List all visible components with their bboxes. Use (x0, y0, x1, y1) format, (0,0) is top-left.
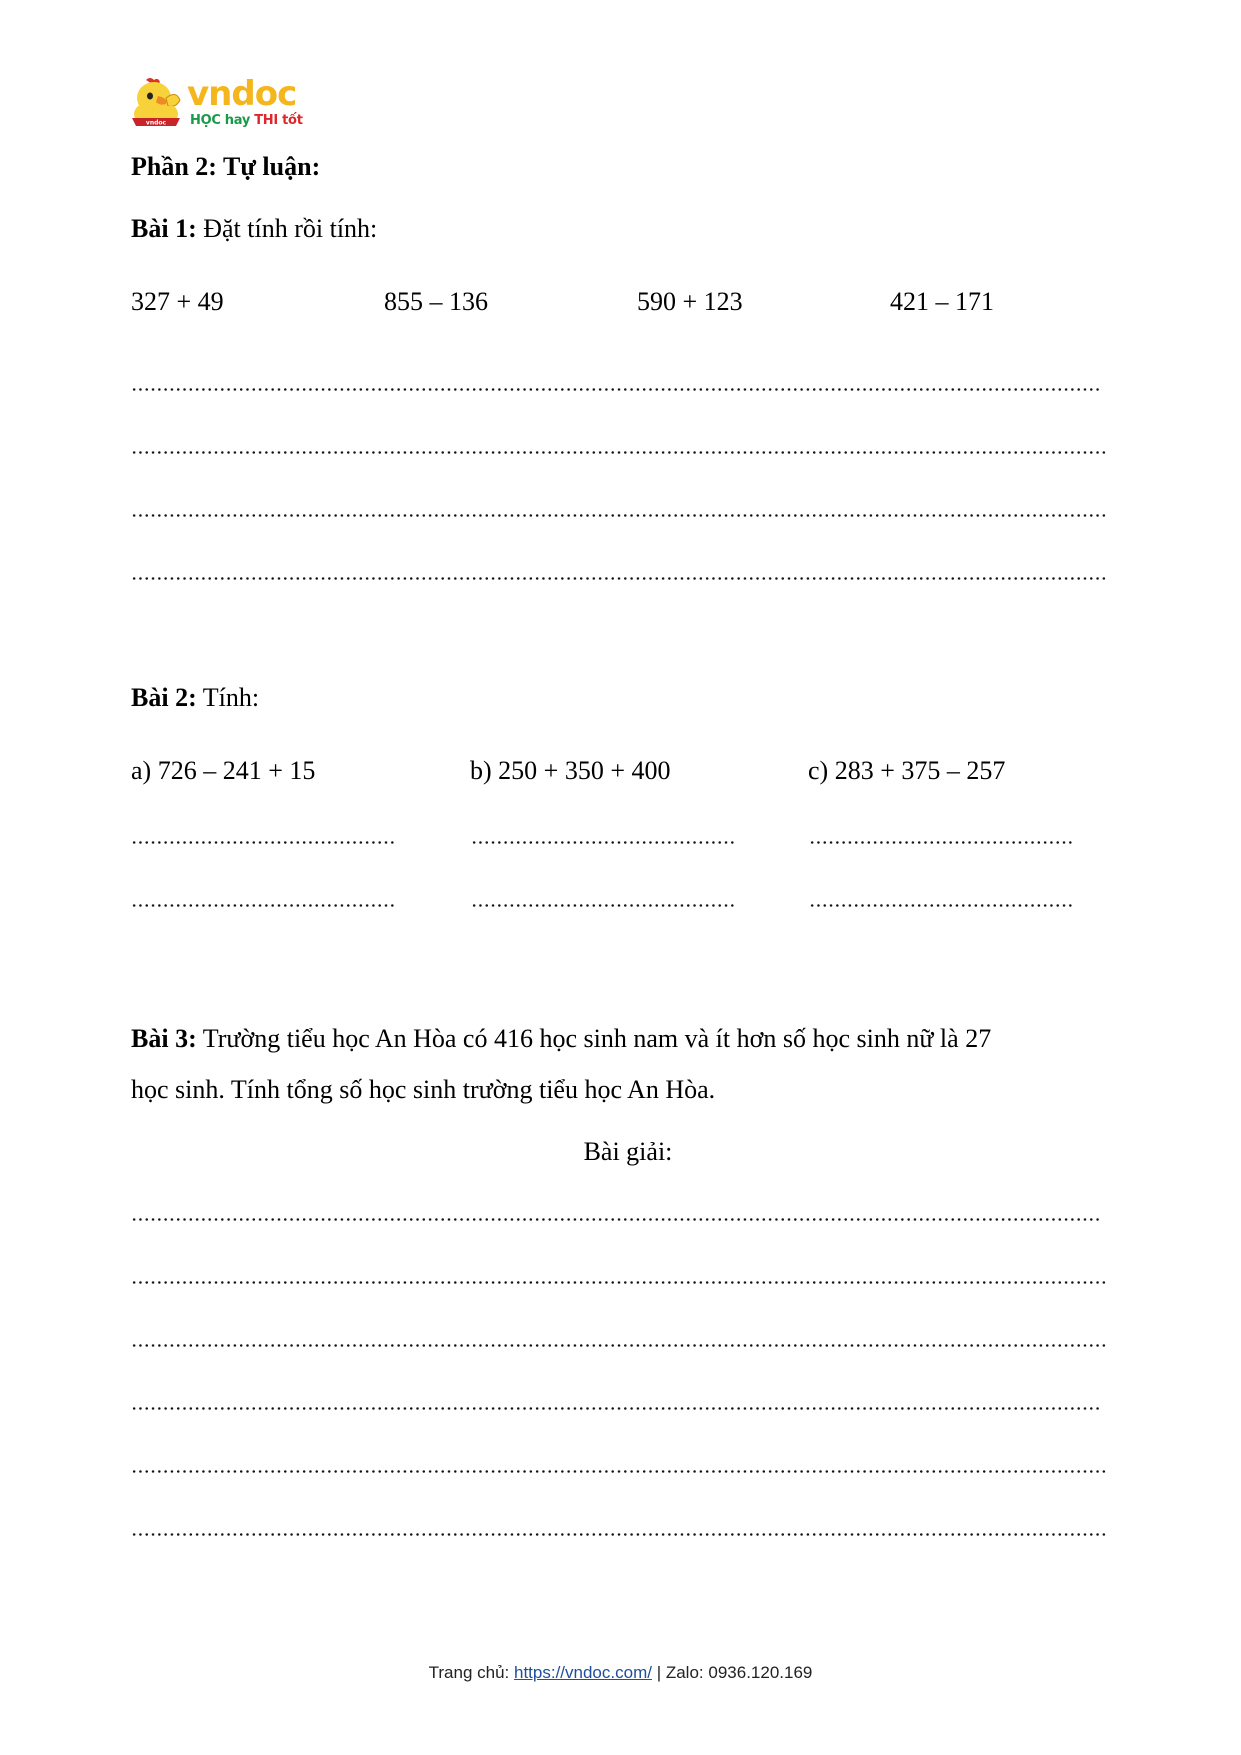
bai1-label: Bài 1: (131, 214, 197, 243)
bai3-answer-line-1 (131, 1218, 1101, 1221)
footer-separator: | (656, 1663, 662, 1682)
solution-heading: Bài giải: (583, 1137, 673, 1166)
bai2-expression-b: b) 250 + 350 + 400 (470, 756, 671, 785)
bai3-answer-line-5 (131, 1470, 1107, 1473)
bai3-line-1 (131, 1026, 991, 1052)
bai2-instruction: Tính: (202, 683, 260, 712)
bai1-expression-3: 590 + 123 (637, 287, 743, 316)
bai2-expression-c: c) 283 + 375 – 257 (808, 756, 1006, 785)
footer-home-label: Trang chủ: (428, 1663, 510, 1682)
logo-badge-text: vndoc (145, 119, 167, 127)
bai3-label: Bài 3: (131, 1024, 197, 1053)
bai1-answer-line-1 (131, 388, 1101, 391)
bai1-expression-1: 327 + 49 (131, 287, 224, 316)
bai2-label: Bài 2: (131, 683, 197, 712)
footer-home-link[interactable]: https://vndoc.com/ (514, 1663, 652, 1682)
bai3-text-1: Trường tiểu học An Hòa có 416 học sinh nam và ít hơn số học sinh nữ là 27 (202, 1024, 992, 1053)
chicken-mascot-icon (128, 76, 184, 134)
bai1-answer-line-4 (131, 577, 1107, 580)
bai2-a-line-1 (131, 841, 395, 844)
footer-zalo-label: Zalo: (665, 1663, 704, 1682)
bai2-c-line-2 (809, 904, 1073, 907)
vndoc-logo (128, 76, 313, 134)
bai1-answer-line-3 (131, 514, 1107, 517)
bai2-b-line-2 (471, 904, 735, 907)
bai1-expression-2: 855 – 136 (384, 287, 488, 316)
bai2-a-line-2 (131, 904, 395, 907)
slogan-red: THI tốt (254, 113, 303, 128)
bai2-b-line-1 (471, 841, 735, 844)
bai3-answer-line-2 (131, 1281, 1107, 1284)
bai1-expression-4: 421 – 171 (890, 287, 994, 316)
bai2-heading (131, 685, 259, 711)
bai1-instruction: Đặt tính rồi tính: (203, 214, 378, 243)
logo-brand-text: vndoc (187, 74, 297, 114)
bai1-heading (131, 216, 377, 242)
bai1-answer-line-2 (131, 451, 1107, 454)
bai3-answer-line-3 (131, 1344, 1107, 1347)
bai2-c-line-1 (809, 841, 1073, 844)
bai3-text-2: học sinh. Tính tổng số học sinh trường tiểu học An Hòa. (131, 1075, 716, 1104)
logo-slogan (190, 113, 303, 128)
page-footer (0, 1663, 1241, 1683)
section-title: Phần 2: Tự luận: (131, 152, 321, 181)
slogan-green: HỌC hay (190, 113, 250, 128)
bai3-answer-line-4 (131, 1407, 1101, 1410)
bai2-expression-a: a) 726 – 241 + 15 (131, 756, 316, 785)
bai3-answer-line-6 (131, 1533, 1107, 1536)
footer-zalo-number: 0936.120.169 (708, 1663, 813, 1682)
